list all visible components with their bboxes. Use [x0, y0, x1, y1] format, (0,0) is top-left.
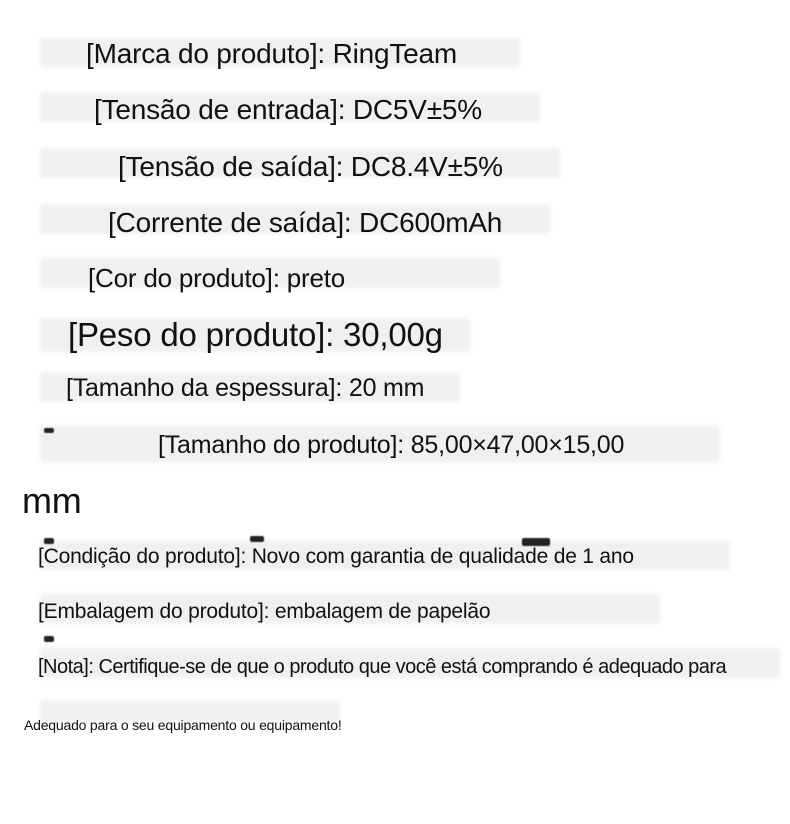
spec-condition: [Condição do produto]: Novo com garantia de qualidade de 1 ano	[38, 545, 634, 568]
spec-packaging: [Embalagem do produto]: embalagem de papelão	[38, 600, 491, 623]
spec-size-unit: mm	[22, 480, 82, 521]
spec-output-voltage: [Tensão de saída]: DC8.4V±5%	[118, 151, 503, 182]
spec-input-voltage: [Tensão de entrada]: DC5V±5%	[94, 94, 482, 125]
artifact-mark	[250, 536, 264, 542]
spec-brand: [Marca do produto]: RingTeam	[86, 38, 458, 69]
artifact-mark	[44, 636, 54, 642]
spec-note: [Nota]: Certifique-se de que o produto que você está comprando é adequado para	[38, 656, 727, 678]
artifact-mark	[44, 538, 54, 544]
spec-note-continuation: Adequado para o seu equipamento ou equipamento!	[24, 717, 342, 733]
spec-weight: [Peso do produto]: 30,00g	[68, 316, 443, 353]
spec-size: [Tamanho do produto]: 85,00×47,00×15,00	[158, 431, 625, 459]
spec-color: [Cor do produto]: preto	[88, 263, 345, 293]
spec-thickness: [Tamanho da espessura]: 20 mm	[66, 374, 425, 402]
spec-output-current: [Corrente de saída]: DC600mAh	[108, 207, 503, 238]
artifact-mark	[44, 428, 54, 433]
